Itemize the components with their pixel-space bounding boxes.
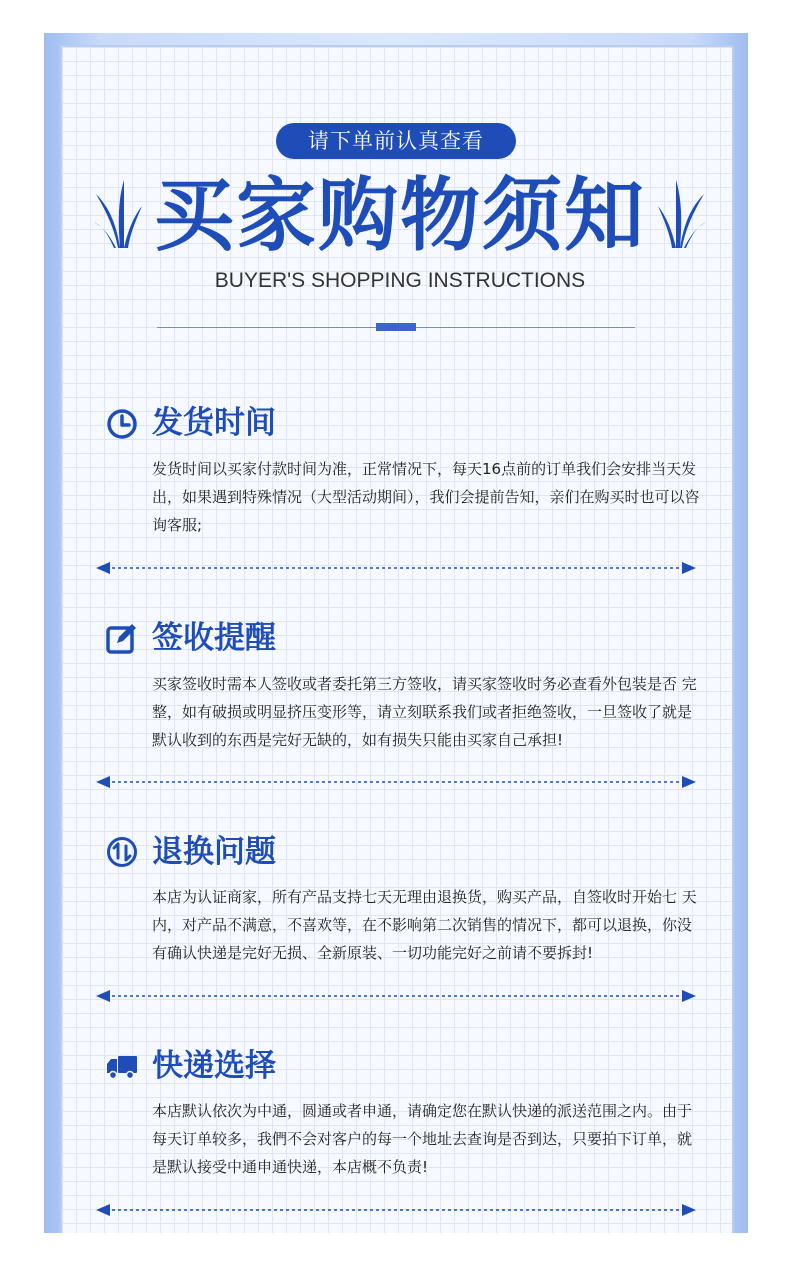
section-title-returns: 退换问题 — [152, 834, 276, 870]
section-body-signing: 买家签收时需本人签收或者委托第三方签收，请买家签收时务必查看外包装是否 完整，如有破损或明显挤压变形等，请立刻联系我们或者拒绝签收，一旦签收了就是默认收到的东西是完好无缺的，如有损失只能由买家自己承担! — [152, 675, 697, 749]
title-rule-accent — [376, 323, 416, 331]
section-title-signing: 签收提醒 — [152, 620, 276, 656]
grass-right-icon — [658, 178, 706, 248]
section-body-shipping: 发货时间以买家付款时间为准，正常情况下，每天16点前的订单我们会安排当天发出，如果遇到特殊情况（大型活动期间），我们会提前告知，亲们在购买时也可以咨询客服; — [152, 460, 700, 534]
section-divider — [96, 775, 696, 789]
section-body-courier: 本店默认依次为中通，圆通或者申通，请确定您在默认快递的派送范围之内。由于每天订单较多，我們不会对客户的每一个地址去查询是否到达，只要拍下订单，就是默认接受中通申通快递，本店概不负责! — [152, 1102, 693, 1176]
bottom-margin — [0, 1233, 790, 1271]
section-body-returns: 本店为认证商家，所有产品支持七天无理由退换货，购买产品，自签收时开始七 天内，对产品不满意，不喜欢等，在不影响第二次销售的情况下，都可以退换，你没有确认快递是完好无损、全新原装、一切功能完好之前请不要拆封! — [152, 888, 697, 962]
section-divider — [96, 561, 696, 575]
section-divider — [96, 989, 696, 1003]
notice-pill: 请下单前认真查看 — [276, 123, 516, 159]
page-title: 买家购物须知 — [154, 169, 646, 262]
exchange-icon — [106, 836, 138, 868]
truck-icon — [106, 1050, 138, 1082]
section-title-courier: 快递选择 — [152, 1048, 276, 1084]
section-divider — [96, 1203, 696, 1217]
section-title-shipping: 发货时间 — [152, 405, 276, 441]
edit-icon — [106, 622, 138, 654]
page-subtitle: BUYER'S SHOPPING INSTRUCTIONS — [214, 269, 586, 292]
grass-left-icon — [94, 178, 142, 248]
clock-icon — [106, 408, 138, 440]
